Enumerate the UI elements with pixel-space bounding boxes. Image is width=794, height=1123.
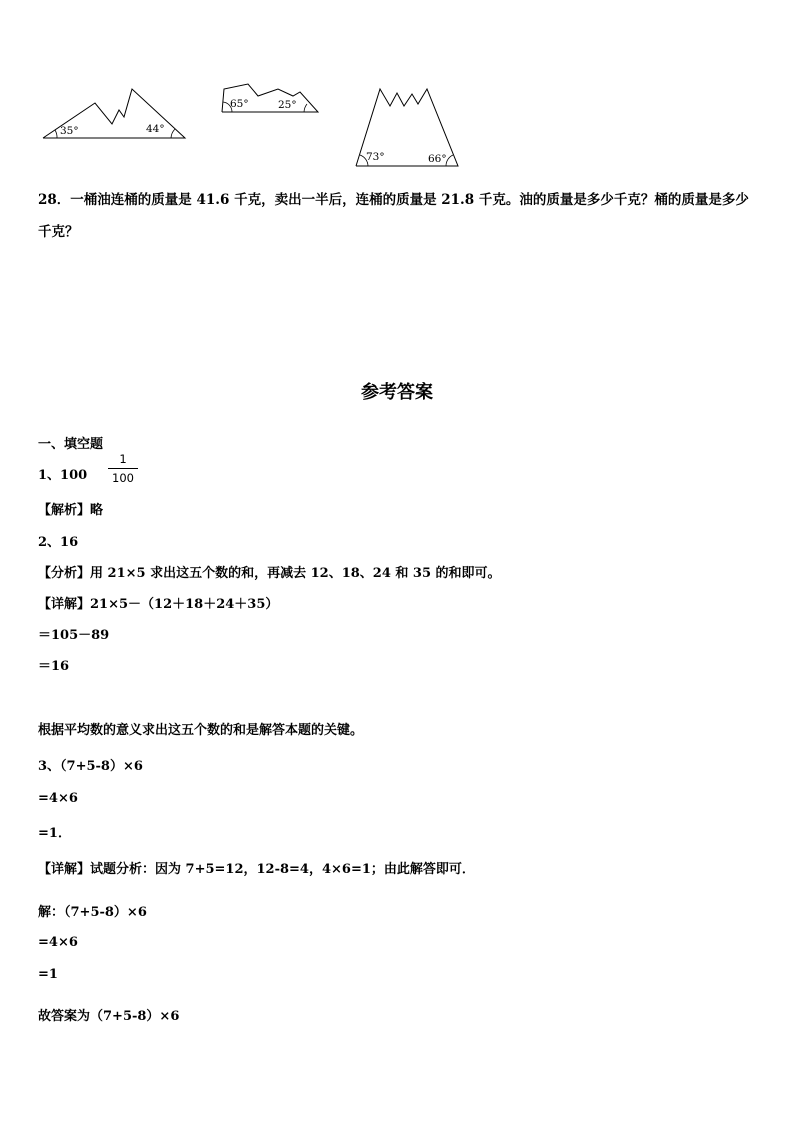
- figure-3: [352, 84, 462, 170]
- figure-1-angle-left-arc: [55, 130, 57, 138]
- answer-2-step-2: ＝16: [38, 659, 70, 674]
- answer-1-analysis: 【解析】略: [38, 503, 104, 518]
- answer-title: 参考答案: [361, 382, 433, 403]
- answer-3-detail: 【详解】试题分析：因为 7+5=12，12-8=4，4×6=1；由此解答即可．: [38, 862, 475, 877]
- answer-3-solution-step-1: =4×6: [38, 935, 78, 950]
- figure-2: [218, 82, 324, 116]
- answer-3-step-2: =1．: [38, 826, 71, 841]
- question-28: 28．一桶油连桶的质量是 41.6 千克，卖出一半后，连桶的质量是 21.8 千克。油的质量是多少千克？桶的质量是多少千克？: [38, 192, 749, 240]
- fraction-numerator: 1: [119, 452, 127, 466]
- figure-3-angle-left: 73°: [366, 151, 385, 163]
- answer-3-label: 3、（7+5-8）×6: [38, 759, 143, 774]
- figure-1-angle-right: 44°: [146, 123, 165, 135]
- answer-2-step-1: ＝105－89: [38, 628, 110, 643]
- answer-3-solution-step-2: =1: [38, 967, 58, 982]
- answer-1-fraction: [108, 452, 138, 485]
- fraction-denominator: 100: [112, 471, 134, 485]
- figure-2-angle-right-arc: [304, 104, 307, 112]
- figure-1-angle-left: 35°: [60, 125, 79, 137]
- answer-2-label: 2、16: [38, 535, 79, 550]
- figure-1: [40, 84, 190, 144]
- answer-2-analysis: 【分析】用 21×5 求出这五个数的和，再减去 12、18、24 和 35 的和即可。: [38, 566, 501, 581]
- figure-2-angle-right: 25°: [278, 99, 297, 111]
- figure-2-angle-left: 65°: [230, 98, 249, 110]
- answer-3-step-1: =4×6: [38, 791, 78, 806]
- figure-3-angle-right: 66°: [428, 153, 447, 165]
- answer-3-conclusion: 故答案为（7+5-8）×6: [38, 1009, 180, 1024]
- answer-3-solution: 解：（7+5-8）×6: [38, 905, 147, 920]
- section-heading: 一、填空题: [38, 437, 104, 452]
- figure-1-angle-right-arc: [171, 129, 175, 138]
- answer-2-note: 根据平均数的意义求出这五个数的和是解答本题的关键。: [38, 723, 364, 738]
- answer-2-detail: 【详解】21×5－（12＋18＋24＋35）: [38, 597, 279, 612]
- figure-3-angle-right-arc: [446, 155, 453, 166]
- answer-1-label: 1、100: [38, 468, 88, 483]
- fraction-bar: [108, 468, 138, 469]
